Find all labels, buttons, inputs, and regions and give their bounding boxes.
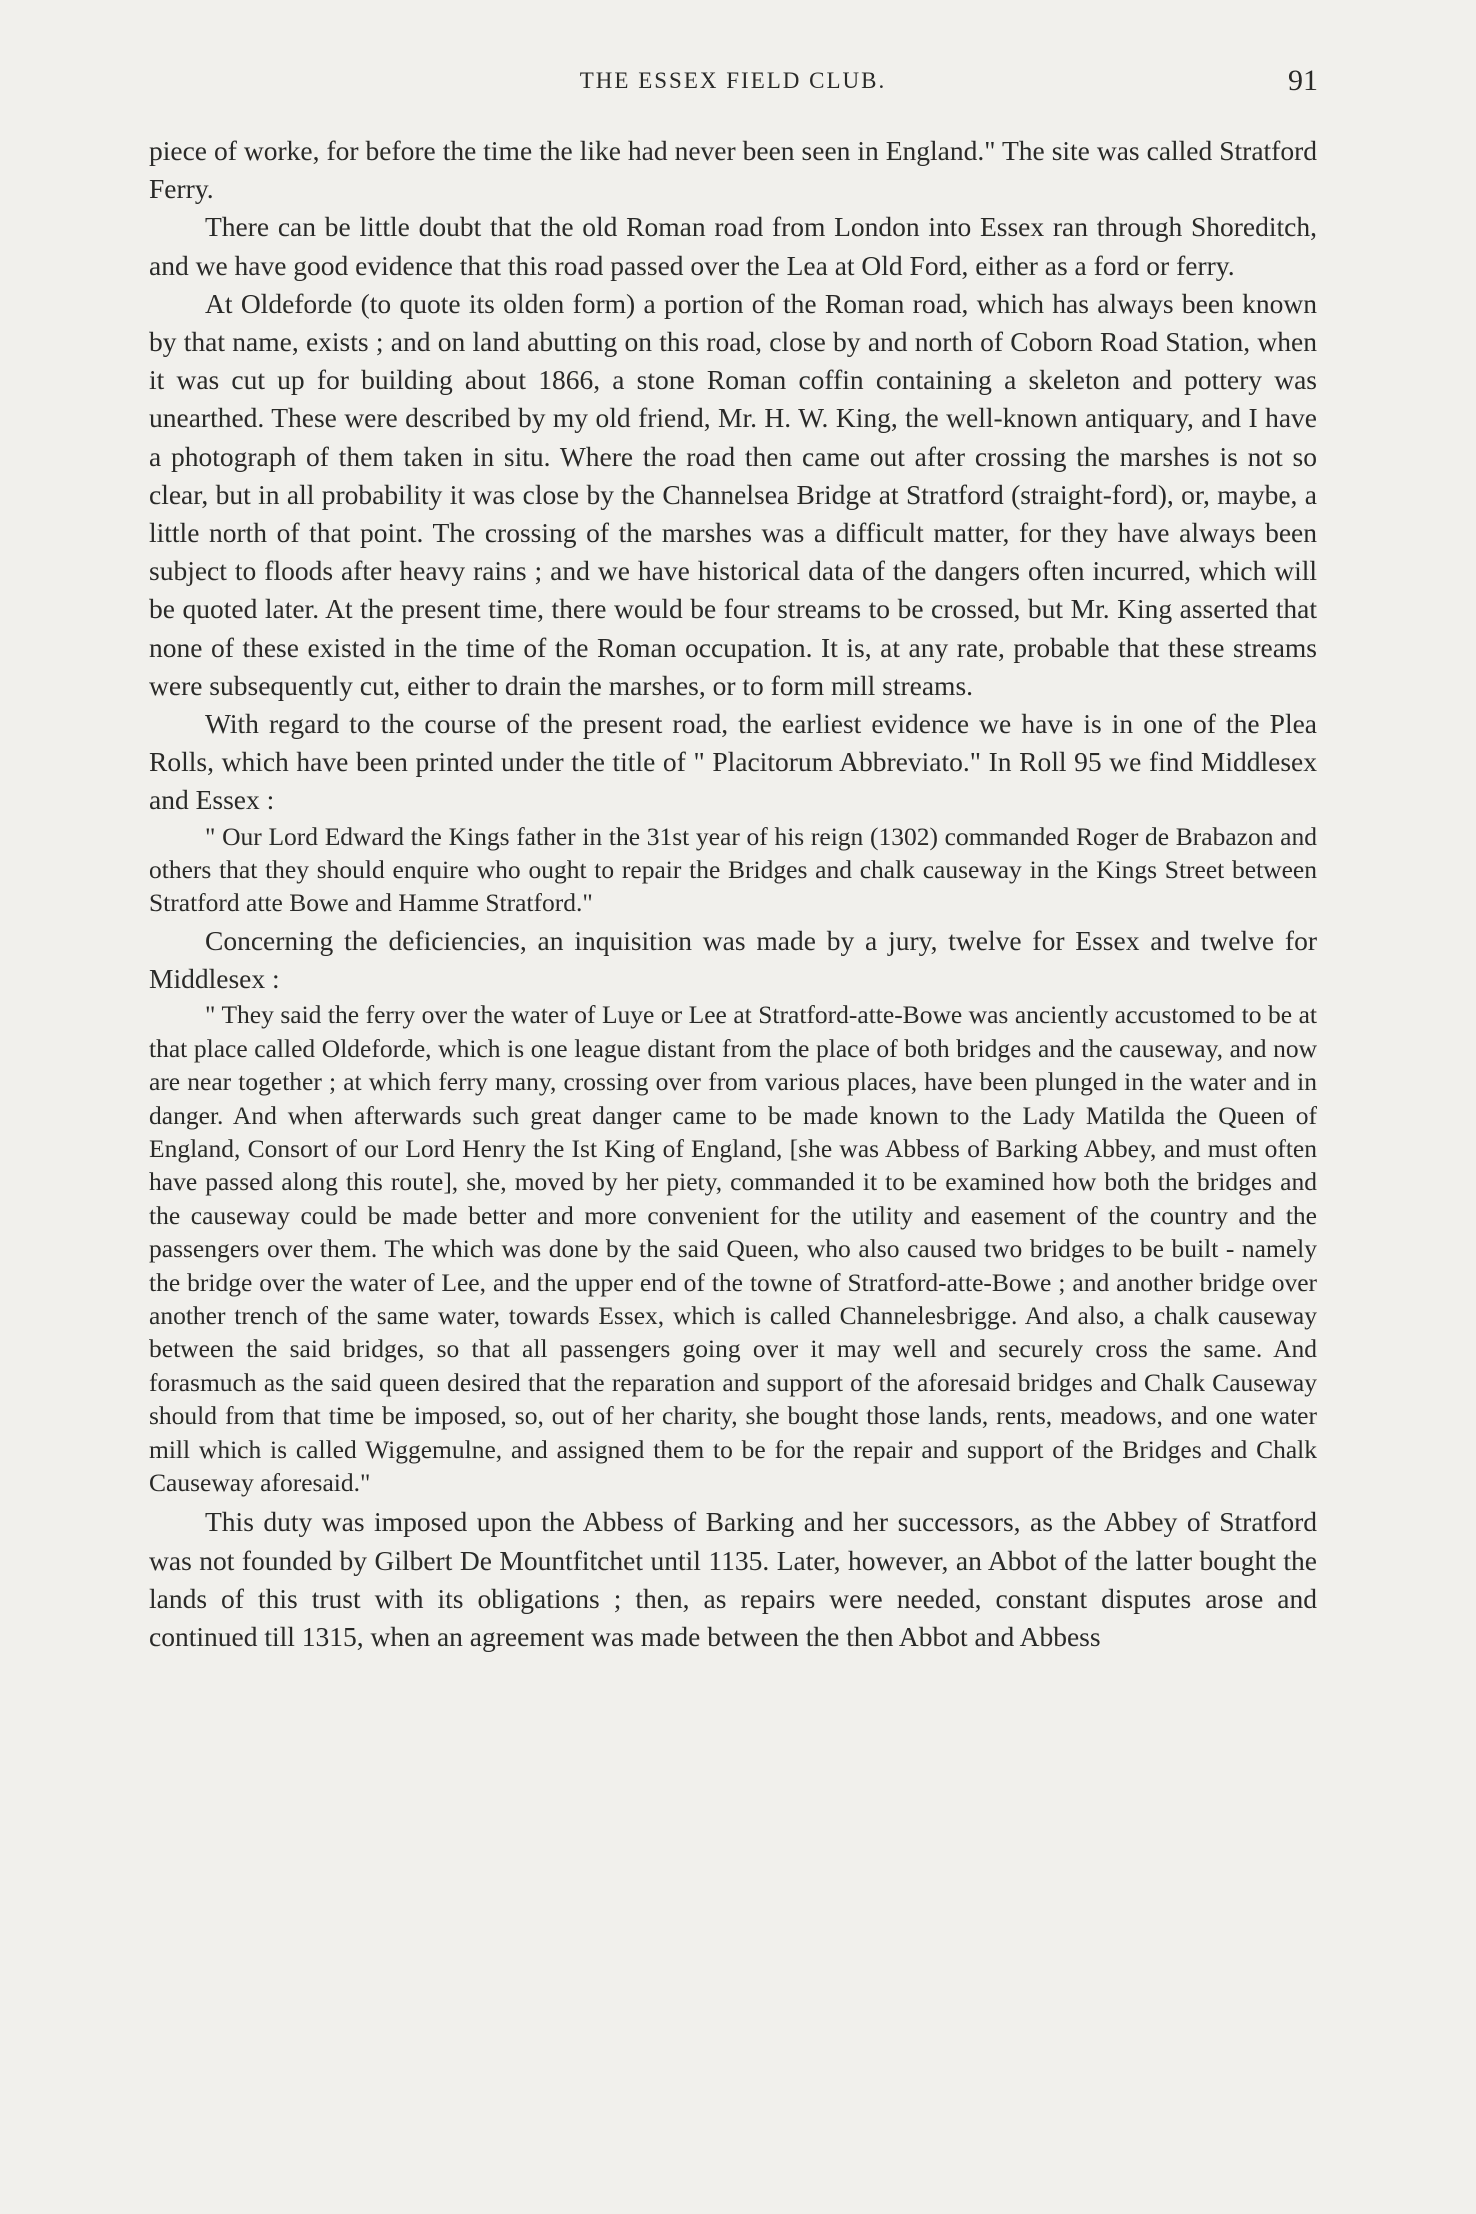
paragraph-inquisition: Concerning the deficiencies, an inquisition was made by a jury, twelve for Essex and twelve for Middlesex : [149, 924, 1317, 995]
page-number: 91 [1288, 64, 1318, 97]
block-quote-jury: " They said the ferry over the water of Luye or Lee at Stratford-atte-Bowe was anciently accustomed to be at that place called Oldeforde, which is one league distant from the place of both bridges and the causeway, and now are near together ; at which ferry many, crossing over from various places, have been plunged in the water and in danger. And when afterwards such great danger came to be made known to the Lady Matilda the Queen of England, Consort of our Lord Henry the Ist King of England, [she was Abbess of Barking Abbey, and must often have passed along this route], she, moved by her piety, commanded it to be examined how both the bridges and the causeway could be made better and more convenient for the utility and easement of the country and the passengers over them. The which was done by the said Queen, who also caused two bridges to be built - namely the bridge over the water of Lee, and the upper end of the towne of Stratford-atte-Bowe ; and another bridge over another trench of the same water, towards Essex, which is called Channelesbrigge. And also, a chalk causeway between the said bridges, so that all passengers going over it may well and securely cross the same. And forasmuch as the said queen desired that the reparation and support of the aforesaid bridges and Chalk Causeway should from that time be imposed, so, out of her charity, she bought those lands, rents, meadows, and one water mill which is called Wiggemulne, and assigned them to be for the repair and support of the Bridges and Chalk Causeway aforesaid." [149, 1000, 1317, 1497]
running-title: THE ESSEX FIELD CLUB. [579, 68, 887, 93]
running-head [148, 64, 1318, 104]
body-text [149, 132, 1317, 1656]
paragraph-roman-road: There can be little doubt that the old Roman road from London into Essex ran through Shoreditch, and we have good evidence that this road passed over the Lea at Old Ford, either as a ford or ferry. [149, 211, 1317, 281]
paragraph-continuation: piece of worke, for before the time the like had never been seen in England." The site was called Stratford Ferry. [149, 135, 1317, 205]
paragraph-oldeforde: At Oldeforde (to quote its olden form) a portion of the Roman road, which has always been known by that name, exists ; and on land abutting on this road, close by and north of Coborn Road Station, when it was cut up for building about 1866, a stone Roman coffin containing a skeleton and pottery was unearthed. These were described by my old friend, Mr. H. W. King, the well-known antiquary, and I have a photograph of them taken in situ. Where the road then came out after crossing the marshes is not so clear, but in all probability it was close by the Channelsea Bridge at Stratford (straight-ford), or, maybe, a little north of that point. The crossing of the marshes was a difficult matter, for they have always been subject to floods after heavy rains ; and we have historical data of the dangers often incurred, which will be quoted later. At the present time, there would be four streams to be crossed, but Mr. King asserted that none of these existed in the time of the Roman occupation. It is, at any rate, probable that these streams were subsequently cut, either to drain the marshes, or to form mill streams. [149, 287, 1317, 701]
block-quote-edward: " Our Lord Edward the Kings father in the 31st year of his reign (1302) commanded Roger de Brabazon and others that they should enquire who ought to repair the Bridges and chalk causeway in the Kings Street between Stratford atte Bowe and Hamme Stratford." [149, 821, 1317, 918]
paragraph-abbess-duty: This duty was imposed upon the Abbess of Barking and her successors, as the Abbey of Stratford was not founded by Gilbert De Mountfitchet until 1135. Later, however, an Abbot of the latter bought the lands of this trust with its obligations ; then, as repairs were needed, constant disputes arose and continued till 1315, when an agreement was made between the then Abbot and Abbess [149, 1506, 1317, 1652]
paragraph-plea-rolls: With regard to the course of the present road, the earliest evidence we have is in one of the Plea Rolls, which have been printed under the title of " Placitorum Abbreviato." In Roll 95 we find Middlesex and Essex : [149, 708, 1317, 816]
